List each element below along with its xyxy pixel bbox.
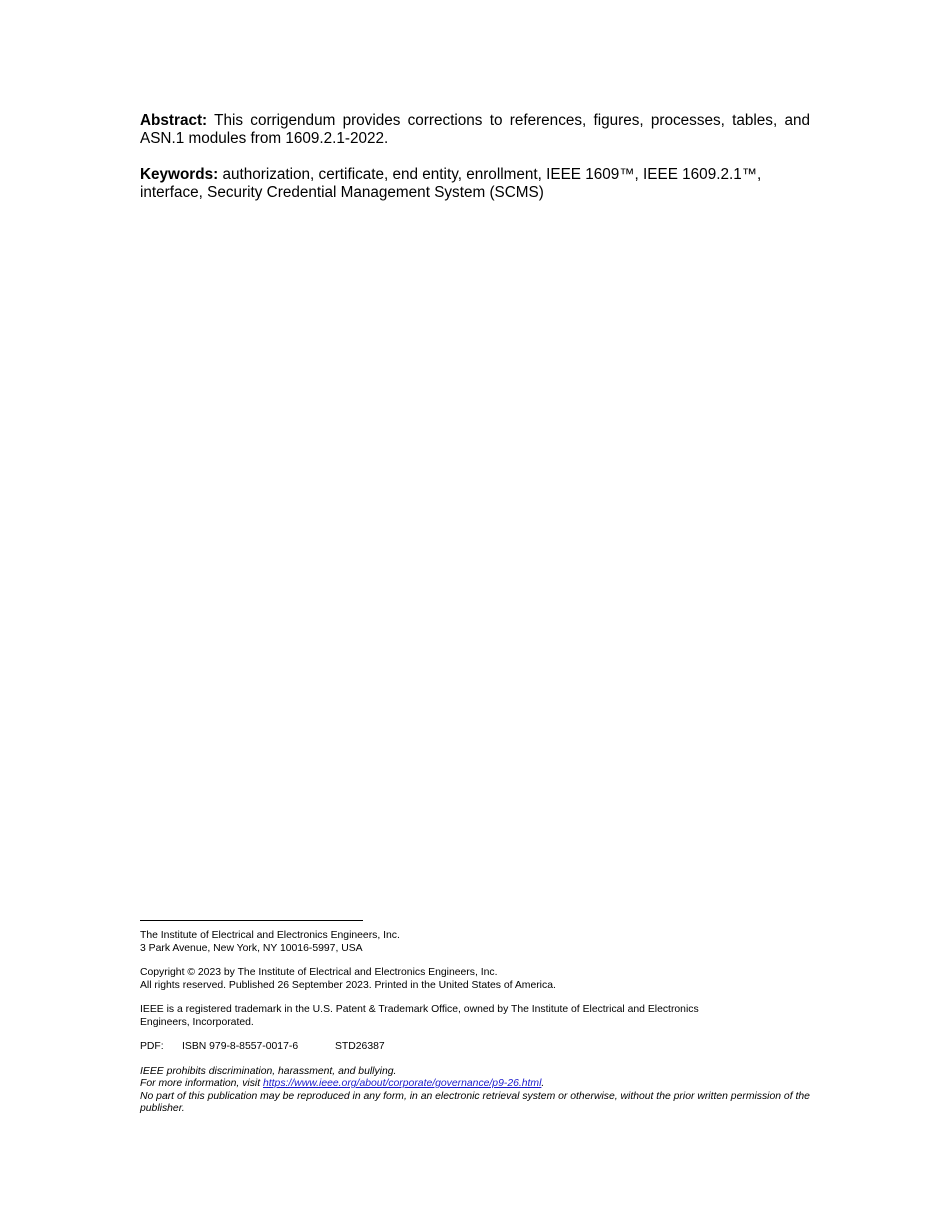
- abstract-label: Abstract:: [140, 112, 208, 129]
- abstract-paragraph: [140, 112, 810, 148]
- copyright-block: [140, 967, 810, 992]
- publisher-address: 3 Park Avenue, New York, NY 10016-5997, USA: [140, 942, 363, 954]
- copyright-line: Copyright © 2023 by The Institute of Electrical and Electronics Engineers, Inc.: [140, 967, 498, 978]
- trademark-block: [140, 1004, 740, 1029]
- reproduction-notice: No part of this publication may be reproduced in any form, in an electronic retrieval system or otherwise, without the prior written permission of the publisher.: [140, 1090, 810, 1114]
- pdf-identifier-line: [140, 1041, 810, 1054]
- policy-line: IEEE prohibits discrimination, harassment, and bullying.: [140, 1065, 397, 1077]
- publisher-name: The Institute of Electrical and Electronics Engineers, Inc.: [140, 930, 400, 941]
- keywords-label: Keywords:: [140, 166, 219, 183]
- publisher-block: [140, 930, 810, 955]
- trademark-text: IEEE is a registered trademark in the U.S. Patent & Trademark Office, owned by The Institute of Electrical and Electronics Engineers, Incorporated.: [140, 1004, 699, 1028]
- abstract-text: This corrigendum provides corrections to references, figures, processes, tables, and ASN.1 modules from 1609.2.1-2022.: [140, 112, 810, 147]
- keywords-text: authorization, certificate, end entity, enrollment, IEEE 1609™, IEEE 1609.2.1™, interface, Security Credential Management System (SCMS): [140, 166, 762, 201]
- rights-line: All rights reserved. Published 26 September 2023. Printed in the United States of America.: [140, 979, 556, 991]
- more-info-suffix: .: [541, 1078, 545, 1089]
- pdf-label: PDF:: [140, 1041, 164, 1052]
- more-info-prefix: For more information, visit: [140, 1078, 263, 1089]
- keywords-paragraph: [140, 166, 810, 202]
- more-info-line: [140, 1078, 810, 1091]
- isbn-number: ISBN 979-8-8557-0017-6: [182, 1041, 299, 1052]
- std-number: STD26387: [335, 1041, 385, 1052]
- publication-footer: [140, 920, 810, 1116]
- footer-divider: [140, 920, 363, 921]
- governance-link[interactable]: https://www.ieee.org/about/corporate/governance/p9-26.html: [263, 1078, 542, 1089]
- policy-block: [140, 1066, 810, 1116]
